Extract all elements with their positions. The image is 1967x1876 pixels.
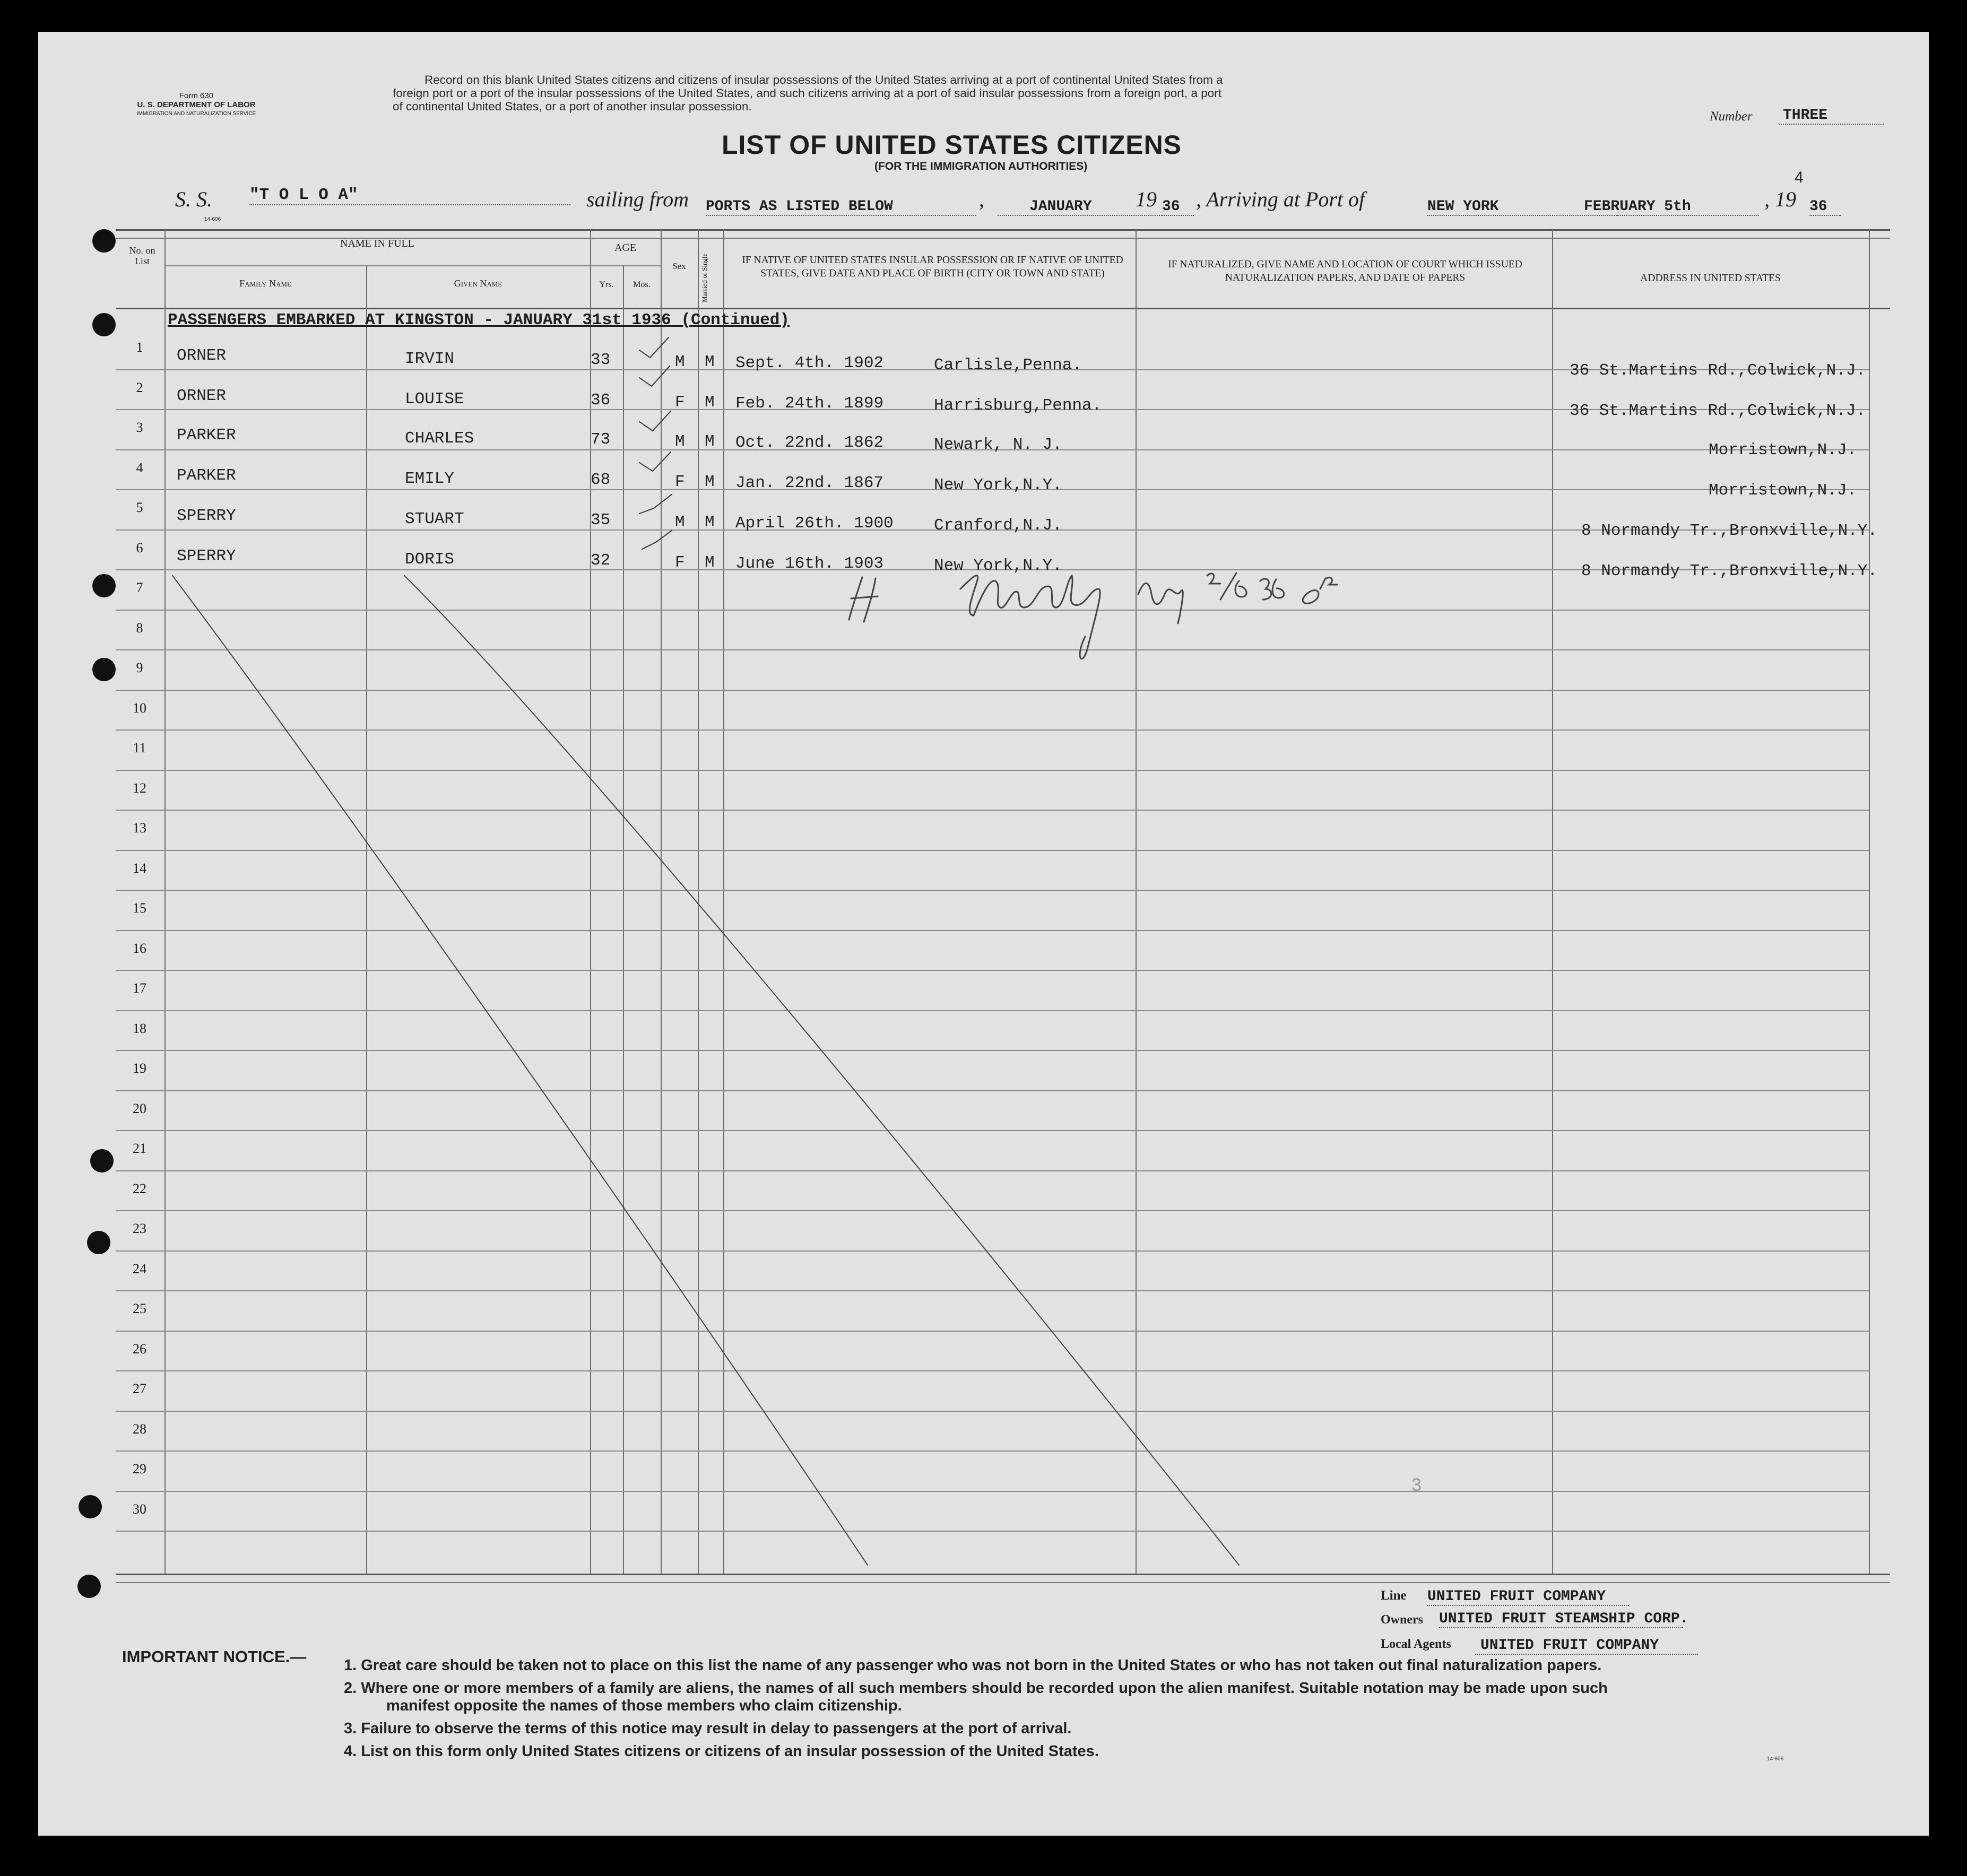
- section-heading: PASSENGERS EMBARKED AT KINGSTON - JANUARY 31st 1936 (Continued): [168, 311, 790, 329]
- sailing-year: 36: [1162, 198, 1194, 216]
- agents-label: Local Agents: [1381, 1637, 1451, 1651]
- arriving-label: Arriving at Port of: [1206, 187, 1365, 211]
- row-number: 29: [133, 1461, 146, 1477]
- owners-label: Owners: [1381, 1613, 1423, 1627]
- check-mark: [642, 531, 672, 549]
- signature-stroke: [1138, 573, 1337, 623]
- marital-status: M: [705, 432, 715, 451]
- row-number: 21: [133, 1141, 146, 1156]
- family-name: ORNER: [177, 346, 227, 365]
- marital-status: M: [705, 513, 715, 532]
- row-number: 4: [136, 459, 143, 475]
- age-years: 68: [591, 471, 611, 489]
- row-number: 13: [133, 820, 146, 836]
- age-years: 35: [591, 511, 611, 529]
- address: 8 Normandy Tr.,Bronxville,N.Y.: [1581, 522, 1878, 540]
- ship-label: S. S.: [175, 187, 212, 211]
- owners-value: UNITED FRUIT STEAMSHIP CORP.: [1439, 1611, 1689, 1627]
- col-header-yrs: Yrs.: [599, 280, 614, 289]
- check-mark: [639, 366, 670, 386]
- col-header-married: Married or Single: [700, 253, 708, 302]
- age-years: 36: [591, 391, 611, 410]
- row-number: 25: [133, 1301, 146, 1316]
- check-mark: [639, 452, 671, 471]
- service-name: IMMIGRATION AND NATURALIZATION SERVICE: [136, 111, 256, 117]
- arrival-port: NEW YORK: [1427, 198, 1618, 216]
- page-subtitle: (FOR THE IMMIGRATION AUTHORITIES): [874, 160, 1088, 172]
- cancel-line: [172, 576, 868, 1565]
- birth-place: New York,N.Y.: [934, 557, 1062, 575]
- address: 36 St.Martins Rd.,Colwick,N.J.: [1570, 402, 1866, 420]
- comma: ,: [979, 187, 984, 211]
- row-number: 6: [136, 540, 143, 555]
- age-years: 32: [591, 551, 611, 570]
- family-name: SPERRY: [177, 507, 236, 525]
- birth-date: April 26th. 1900: [735, 514, 894, 533]
- marital-status: M: [705, 473, 715, 491]
- row-number: 15: [133, 900, 146, 916]
- age-years: 33: [591, 351, 611, 369]
- birth-place: New York,N.Y.: [934, 476, 1062, 494]
- page-title: LIST OF UNITED STATES CITIZENS: [722, 130, 1182, 160]
- notice-item: 1. Great care should be taken not to place on this list the name of any passenger who was not born in the United States or who has not taken out final naturalization papers.: [344, 1657, 1602, 1674]
- age-years: 73: [591, 430, 611, 449]
- col-header-mos: Mos.: [633, 280, 651, 289]
- signature-stroke: [849, 577, 878, 622]
- birth-place: Newark, N. J.: [934, 436, 1062, 454]
- col-header-age: AGE: [614, 242, 637, 254]
- address: 8 Normandy Tr.,Bronxville,N.Y.: [1581, 562, 1878, 580]
- sailing-label: sailing from: [586, 187, 689, 211]
- row-number: 28: [133, 1421, 146, 1437]
- agents-value: UNITED FRUIT COMPANY: [1475, 1637, 1698, 1655]
- notice-item: manifest opposite the names of those members who claim citizenship.: [386, 1697, 902, 1714]
- stray-mark: 3: [1411, 1475, 1422, 1495]
- given-name: CHARLES: [405, 429, 474, 448]
- row-number: 2: [136, 379, 143, 395]
- line-value: UNITED FRUIT COMPANY: [1427, 1588, 1629, 1606]
- instruction-line: foreign port or a port of the insular possessions of the United States, and such citizens arriving at a port of said insular possessions from a foreign port, a port: [393, 86, 1222, 100]
- family-name: ORNER: [177, 387, 227, 405]
- row-number: 18: [133, 1020, 146, 1036]
- given-name: LOUISE: [405, 390, 464, 409]
- sex: F: [675, 393, 685, 412]
- check-mark: [639, 494, 672, 514]
- col-header-birth: IF NATIVE OF UNITED STATES INSULAR POSSESSION OR IF NATIVE OF UNITED STATES, GIVE DATE AND PLACE OF BIRTH (CITY OR TOWN AND STATE): [742, 255, 1123, 279]
- row-number: 26: [133, 1341, 146, 1357]
- col-header-naturalized: IF NATURALIZED, GIVE NAME AND LOCATION OF COURT WHICH ISSUED NATURALIZATION PAPERS, AND DATE OF PAPERS: [1168, 259, 1522, 283]
- arrival-date: FEBRUARY 5th: [1584, 198, 1759, 216]
- row-number: 30: [133, 1501, 146, 1517]
- instruction-line: of continental United States, or a port of another insular possession.: [393, 100, 752, 113]
- arriving-label-wrap: , Arriving at Port of: [1196, 187, 1365, 211]
- notice-list: [344, 1654, 1608, 1763]
- page-mark: 4: [1795, 169, 1804, 186]
- line-label: Line: [1381, 1588, 1407, 1603]
- number-label: Number: [1710, 109, 1753, 124]
- sex: M: [675, 432, 685, 451]
- address: 36 St.Martins Rd.,Colwick,N.J.: [1570, 361, 1866, 380]
- birth-place: Cranford,N.J.: [934, 516, 1062, 535]
- row-number: 14: [133, 860, 146, 876]
- birth-date: Sept. 4th. 1902: [735, 354, 884, 372]
- signature-stroke: [960, 576, 1100, 659]
- given-name: STUART: [405, 510, 464, 528]
- birth-date: Jan. 22nd. 1867: [735, 474, 884, 492]
- year-prefix: 19: [1136, 187, 1157, 211]
- given-name: IRVIN: [405, 350, 455, 368]
- col-header-no: No. on List: [129, 245, 155, 266]
- instruction-line: Record on this blank United States citizens and citizens of insular possessions of the United States arriving at a port of continental United States from a: [424, 73, 1223, 86]
- row-number: 8: [136, 620, 143, 636]
- form-number: Form 630: [179, 91, 214, 100]
- arrival-year-prefix: , 19: [1764, 187, 1796, 211]
- col-header-name: NAME IN FULL: [340, 238, 414, 249]
- sailing-from: PORTS AS LISTED BELOW: [706, 198, 976, 216]
- row-number: 12: [133, 780, 146, 796]
- department-name: U. S. DEPARTMENT OF LABOR: [137, 100, 256, 109]
- row-number: 17: [133, 980, 146, 996]
- row-number: 16: [133, 940, 146, 956]
- row-number: 23: [133, 1221, 146, 1236]
- row-number: 9: [136, 660, 143, 675]
- address: Morristown,N.J.: [1709, 441, 1857, 459]
- col-header-family: Family Name: [239, 278, 291, 289]
- cancel-line: [404, 576, 1239, 1565]
- col-header-address: ADDRESS IN UNITED STATES: [1640, 273, 1781, 284]
- row-number: 3: [136, 420, 143, 435]
- arrival-year: 36: [1809, 198, 1841, 216]
- form-code: 14-606: [1767, 1756, 1784, 1762]
- sex: F: [675, 553, 685, 572]
- row-number: 7: [136, 580, 143, 595]
- marital-status: M: [705, 553, 715, 572]
- notice-heading: IMPORTANT NOTICE.—: [122, 1647, 307, 1666]
- birth-place: Harrisburg,Penna.: [934, 396, 1102, 415]
- marital-status: M: [705, 353, 715, 371]
- row-number: 24: [133, 1261, 146, 1276]
- check-mark: [639, 411, 671, 431]
- row-number: 20: [133, 1100, 146, 1116]
- row-number: 19: [133, 1061, 146, 1076]
- list-number: THREE: [1779, 107, 1884, 125]
- family-name: PARKER: [177, 466, 236, 485]
- row-number: 27: [133, 1381, 146, 1396]
- marital-status: M: [705, 393, 715, 412]
- address: Morristown,N.J.: [1709, 481, 1857, 500]
- row-number: 10: [133, 700, 146, 716]
- sex: F: [675, 473, 685, 491]
- given-name: EMILY: [405, 470, 455, 488]
- birth-place: Carlisle,Penna.: [934, 356, 1082, 375]
- row-number: 5: [136, 500, 143, 515]
- birth-date: June 16th. 1903: [735, 554, 884, 573]
- birth-date: Oct. 22nd. 1862: [735, 433, 884, 452]
- given-name: DORIS: [405, 550, 455, 569]
- row-number: 22: [133, 1180, 146, 1196]
- row-number: 11: [133, 740, 146, 755]
- check-mark: [639, 337, 669, 358]
- ship-name: "T O L O A": [249, 186, 570, 205]
- sex: M: [675, 353, 685, 371]
- sex: M: [675, 513, 685, 532]
- notice-item: 2. Where one or more members of a family are aliens, the names of all such members should be recorded upon the alien manifest. Suitable notation may be made upon such: [344, 1680, 1608, 1697]
- birth-date: Feb. 24th. 1899: [735, 394, 884, 413]
- family-name: PARKER: [177, 426, 236, 445]
- notice-item: 3. Failure to observe the terms of this notice may result in delay to passengers at the port of arrival.: [344, 1720, 1072, 1737]
- family-name: SPERRY: [177, 547, 236, 566]
- printer-code: 14-606: [204, 216, 221, 222]
- col-header-sex: Sex: [672, 261, 686, 271]
- row-number: 1: [136, 340, 143, 355]
- notice-item: 4. List on this form only United States citizens or citizens of an insular possession of the United States.: [344, 1743, 1099, 1760]
- sailing-month: JANUARY: [998, 198, 1162, 216]
- col-header-given: Given Name: [454, 278, 502, 289]
